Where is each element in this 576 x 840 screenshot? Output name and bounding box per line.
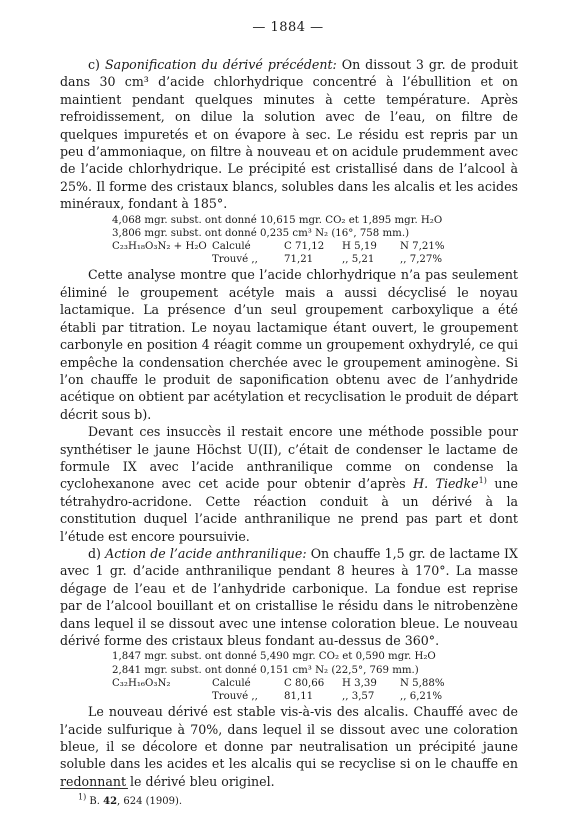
analysis-1-calc-label: Calculé (212, 241, 251, 253)
analysis-2-calc-row (112, 677, 518, 690)
analysis-1-calc-h: H 5,19 (342, 241, 377, 253)
analysis-1-found-h: ,, 5,21 (342, 254, 375, 266)
paragraph-d (60, 545, 518, 649)
section-label-d: d) (88, 545, 106, 561)
paragraph-3-text-before: Devant ces insuccès il restait encore une méthode possible pour synthétiser le jaune Höchst U(II), c’était de condenser le lactame de formule IX avec l’acide anthranilique comme on condense la cyclohexanone avec cet acide pour obtenir d’après (60, 424, 518, 492)
analysis-2-found-label: Trouvé ,, (212, 691, 258, 703)
section-label-c: c) (88, 57, 105, 72)
footnote-ref-prefix: B. (86, 796, 104, 807)
footnote-ref-suffix: , 624 (1909). (117, 796, 183, 807)
analysis-block-1 (60, 214, 518, 267)
section-title-d: Action de l’acide anthranilique: (105, 545, 307, 561)
footnote-divider (60, 788, 128, 789)
paragraph-c-text: On dissout 3 gr. de produit dans 30 cm³ d’acide chlorhydrique concentré à l’ébullition et on maintient pendant quelques minutes à cette température. Après refroidissement, on dilue la solution avec de l’eau, on filtre de quelques impuretés et on évapore à sec. Le résidu est repris par un peu d’ammoniaque, on filtre à nouveau et on acidule prudemment avec de l’acide chlorhydrique. Le précipité est cristallisé dans de l’alcool à 25%. Il forme des cristaux blancs, solubles dans les alcalis et les acides minéraux, fondant à 185°. (60, 57, 518, 212)
main-text (60, 56, 518, 790)
footnote-ref[interactable]: 1) (478, 476, 487, 486)
paragraph-c (60, 56, 518, 213)
paragraph-3 (60, 423, 518, 545)
analysis-2-found-h: ,, 3,57 (342, 691, 375, 703)
analysis-2-calc-c: C 80,66 (284, 677, 325, 689)
analysis-2-calc-h: H 3,39 (342, 677, 377, 689)
author-name: H. Tiedke (413, 476, 479, 492)
footnote (78, 792, 183, 808)
analysis-1-line-2: 3,806 mgr. subst. ont donné 0,235 cm³ N₂ (16°, 758 mm.) (112, 227, 410, 239)
analysis-1-calc-n: N 7,21% (400, 241, 445, 253)
analysis-1-calc-row (112, 240, 518, 253)
analysis-2-line-1: 1,847 mgr. subst. ont donné 5,490 mgr. CO₂ et 0,590 mgr. H₂O (112, 651, 436, 663)
section-title-c: Saponification du dérivé précédent: (104, 57, 337, 72)
paragraph-5: Le nouveau dérivé est stable vis-à-vis des alcalis. Chauffé avec de l’acide sulfurique à 70%, dans lequel il se dissout avec une coloration bleue, il se décolore et donne par neutralisation un précipité jaune soluble dans les acides et les alcalis qui se recyclise si on le chauffe en redonnant le dérivé bleu originel. (60, 704, 518, 789)
analysis-1-found-c: 71,21 (284, 254, 314, 266)
analysis-2-found-row (112, 690, 518, 703)
analysis-1-line-1: 4,068 mgr. subst. ont donné 10,615 mgr. CO₂ et 1,895 mgr. H₂O (112, 214, 443, 226)
footnote-mark: 1) (78, 792, 87, 802)
analysis-2-found-n: ,, 6,21% (400, 691, 443, 703)
analysis-block-2 (60, 650, 518, 703)
analysis-1-found-label: Trouvé ,, (212, 254, 258, 266)
analysis-1-formula: C₂₃H₁₈O₃N₂ + H₂O (112, 241, 207, 253)
paragraph-d-text: On chauffe 1,5 gr. de lactame IX avec 1 gr. d’acide anthranilique pendant 8 heures à 170°. La masse dégage de l’eau et de l’anhydride carbonique. La fondue est reprise par de l’alcool bouillant et on cristallise le résidu dans le nitrobenzène dans lequel il se dissout avec une intense coloration bleue. Le nouveau dérivé forme des cristaux bleus fondant au-dessus de 360°. (60, 545, 518, 648)
analysis-1-found-n: ,, 7,27% (400, 254, 443, 266)
analysis-2-found-c: 81,11 (284, 691, 314, 703)
analysis-2-calc-label: Calculé (212, 677, 251, 689)
paragraph-3-text-after: une tétrahydro-acridone. Cette réaction conduit à un dérivé à la constitution duquel l’acide anthranilique ne prend pas part et dont l’étude est encore poursuivie. (60, 476, 519, 544)
analysis-1-found-row (112, 253, 518, 266)
analysis-2-line-2: 2,841 mgr. subst. ont donné 0,151 cm³ N₂ (22,5°, 769 mm.) (112, 664, 419, 676)
analysis-1-calc-c: C 71,12 (284, 241, 325, 253)
page-number: — 1884 — (252, 20, 324, 35)
analysis-2-calc-n: N 5,88% (400, 677, 445, 689)
paragraph-2: Cette analyse montre que l’acide chlorhydrique n’a pas seulement éliminé le groupement acétyle mais a aussi décyclisé le noyau lactamique. La présence d’un seul groupement carboxylique a été établi par titration. Le noyau lactamique étant ouvert, le groupement carbonyle en position 4 réagit comme un groupement oxhydrylé, ce qui empêche la condensation cherchée avec le groupement aminogène. Si l’on chauffe le produit de saponification obtenu avec de l’anhydride acétique on obtient par acétylation et recyclisation le produit de départ décrit sous b). (60, 267, 519, 422)
analysis-2-formula: C₃₂H₁₆O₃N₂ (112, 677, 171, 689)
footnote-volume: 42 (103, 796, 118, 807)
